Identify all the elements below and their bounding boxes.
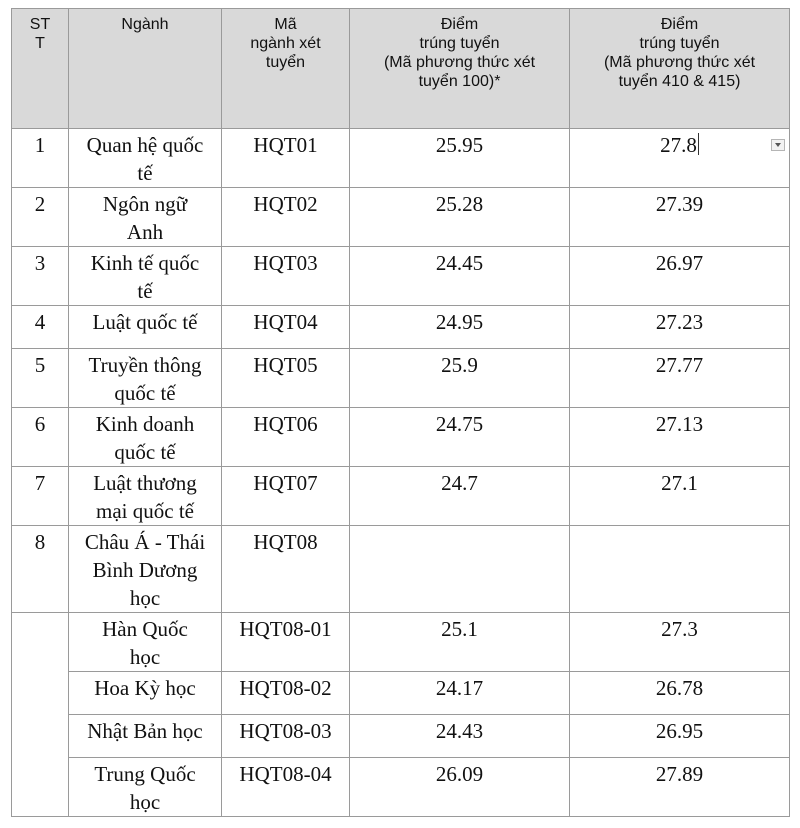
cell-ma: HQT08-04 [222,758,350,817]
table-row [12,613,790,672]
table-row [12,408,790,467]
cell-nganh: Kinh tế quốc tế [69,247,222,306]
table-row [12,306,790,349]
cell-nganh: Luật thương mại quốc tế [69,467,222,526]
cell-diem-100: 24.17 [350,672,570,715]
cell-diem-410: 26.95 [570,715,790,758]
cell-diem-410: 26.97 [570,247,790,306]
cell-ma: HQT02 [222,188,350,247]
cell-stt: 3 [12,247,69,306]
cell-nganh: Truyền thông quốc tế [69,349,222,408]
header-ma-nganh: Mã ngành xét tuyển [222,9,350,129]
cell-diem-410: 27.23 [570,306,790,349]
table-row [12,467,790,526]
cell-diem-100: 24.95 [350,306,570,349]
header-diem-100: Điểm trúng tuyển (Mã phương thức xét tuyển 100)* [350,9,570,129]
cell-diem-410 [570,526,790,613]
cell-ma: HQT04 [222,306,350,349]
cell-diem-410: 26.78 [570,672,790,715]
cell-stt: 8 [12,526,69,613]
cell-stt: 7 [12,467,69,526]
table-row [12,129,790,188]
cell-diem-100 [350,526,570,613]
dropdown-arrow-icon[interactable] [771,139,785,151]
cell-nganh: Nhật Bản học [69,715,222,758]
cell-stt: 4 [12,306,69,349]
cell-diem-410: 27.1 [570,467,790,526]
cell-diem-410: 27.89 [570,758,790,817]
cell-ma: HQT08-01 [222,613,350,672]
cell-ma: HQT07 [222,467,350,526]
cell-ma: HQT01 [222,129,350,188]
cell-stt: 5 [12,349,69,408]
cell-diem-410-active[interactable] [570,129,790,188]
cell-diem-100: 24.7 [350,467,570,526]
table-row [12,349,790,408]
table-row [12,526,790,613]
cell-diem-100: 25.9 [350,349,570,408]
table-row [12,672,790,715]
table-row [12,247,790,306]
table-row [12,188,790,247]
cell-nganh: Quan hệ quốc tế [69,129,222,188]
admission-score-table [11,8,790,817]
cell-nganh: Trung Quốc học [69,758,222,817]
cell-nganh: Châu Á - Thái Bình Dương học [69,526,222,613]
admission-table-container [11,8,790,817]
cell-diem-410: 27.13 [570,408,790,467]
header-diem-410-415: Điểm trúng tuyển (Mã phương thức xét tuyển 410 & 415) [570,9,790,129]
cell-ma: HQT05 [222,349,350,408]
cell-diem-100: 24.45 [350,247,570,306]
cell-value[interactable]: 27.8 [660,133,697,157]
table-row [12,758,790,817]
cell-nganh: Hoa Kỳ học [69,672,222,715]
cell-ma: HQT08-03 [222,715,350,758]
cell-diem-100: 24.43 [350,715,570,758]
cell-stt: 6 [12,408,69,467]
header-stt: ST T [12,9,69,129]
cell-nganh: Kinh doanh quốc tế [69,408,222,467]
cell-diem-100: 25.1 [350,613,570,672]
cell-ma: HQT08 [222,526,350,613]
cell-nganh: Ngôn ngữ Anh [69,188,222,247]
header-nganh: Ngành [69,9,222,129]
table-row [12,715,790,758]
cell-ma: HQT06 [222,408,350,467]
cell-ma: HQT03 [222,247,350,306]
cell-stt: 1 [12,129,69,188]
cell-ma: HQT08-02 [222,672,350,715]
cell-stt-empty [12,613,69,817]
cell-stt: 2 [12,188,69,247]
cell-nganh: Hàn Quốc học [69,613,222,672]
cell-diem-410: 27.39 [570,188,790,247]
cell-diem-100: 25.95 [350,129,570,188]
cell-diem-410: 27.3 [570,613,790,672]
cell-diem-100: 25.28 [350,188,570,247]
header-row [12,9,790,129]
cell-diem-100: 24.75 [350,408,570,467]
cell-diem-410: 27.77 [570,349,790,408]
text-cursor [698,133,699,155]
cell-diem-100: 26.09 [350,758,570,817]
cell-nganh: Luật quốc tế [69,306,222,349]
